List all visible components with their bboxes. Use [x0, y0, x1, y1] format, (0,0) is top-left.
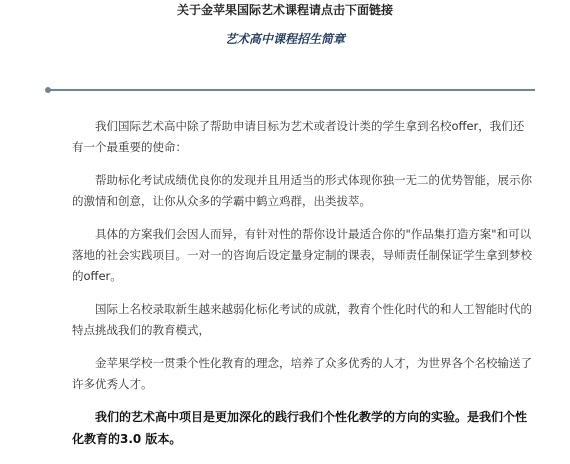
page-title: 关于金苹果国际艺术课程请点击下面链接 — [176, 3, 393, 17]
paragraph-admissions-trend: 国际上名校录取新生越来越弱化标化考试的成就，教育个性化时代的和人工智能时代的特点挑战我们的教育模式， — [72, 302, 532, 337]
article-heading — [0, 2, 570, 47]
paragraph-plan: 具体的方案我们会因人而异，有针对性的帮你设计最适合你的"作品集打造方案"和可以落地的社会实践项目。一对一的咨询后设定量身定制的课表，导师责任制保证学生拿到梦校的offer。 — [72, 227, 532, 283]
divider-line — [49, 89, 535, 91]
brochure-link[interactable]: 艺术高中课程招生简章 — [224, 32, 345, 46]
paragraph-strength: 帮助标化考试成绩优良你的发现并且用适当的形式体现你独一无二的优势智能，展示你的激情和创意，让你从众多的学霸中鹤立鸡群，出类拔萃。 — [72, 173, 532, 208]
section-divider — [45, 84, 535, 96]
article-body — [72, 116, 532, 450]
paragraph-mission-intro: 我们国际艺术高中除了帮助申请目标为艺术或者设计类的学生拿到名校offer，我们还有一个最重要的使命： — [72, 119, 525, 154]
paragraph-program-summary: 我们的艺术高中项目是更加深化的践行我们个性化教学的方向的实验。是我们个性化教育的3.0 版本。 — [72, 410, 528, 446]
paragraph-school-philosophy: 金苹果学校一贯秉个性化教育的理念，培养了众多优秀的人才，为世界各个名校输送了许多优秀人才。 — [72, 356, 532, 391]
